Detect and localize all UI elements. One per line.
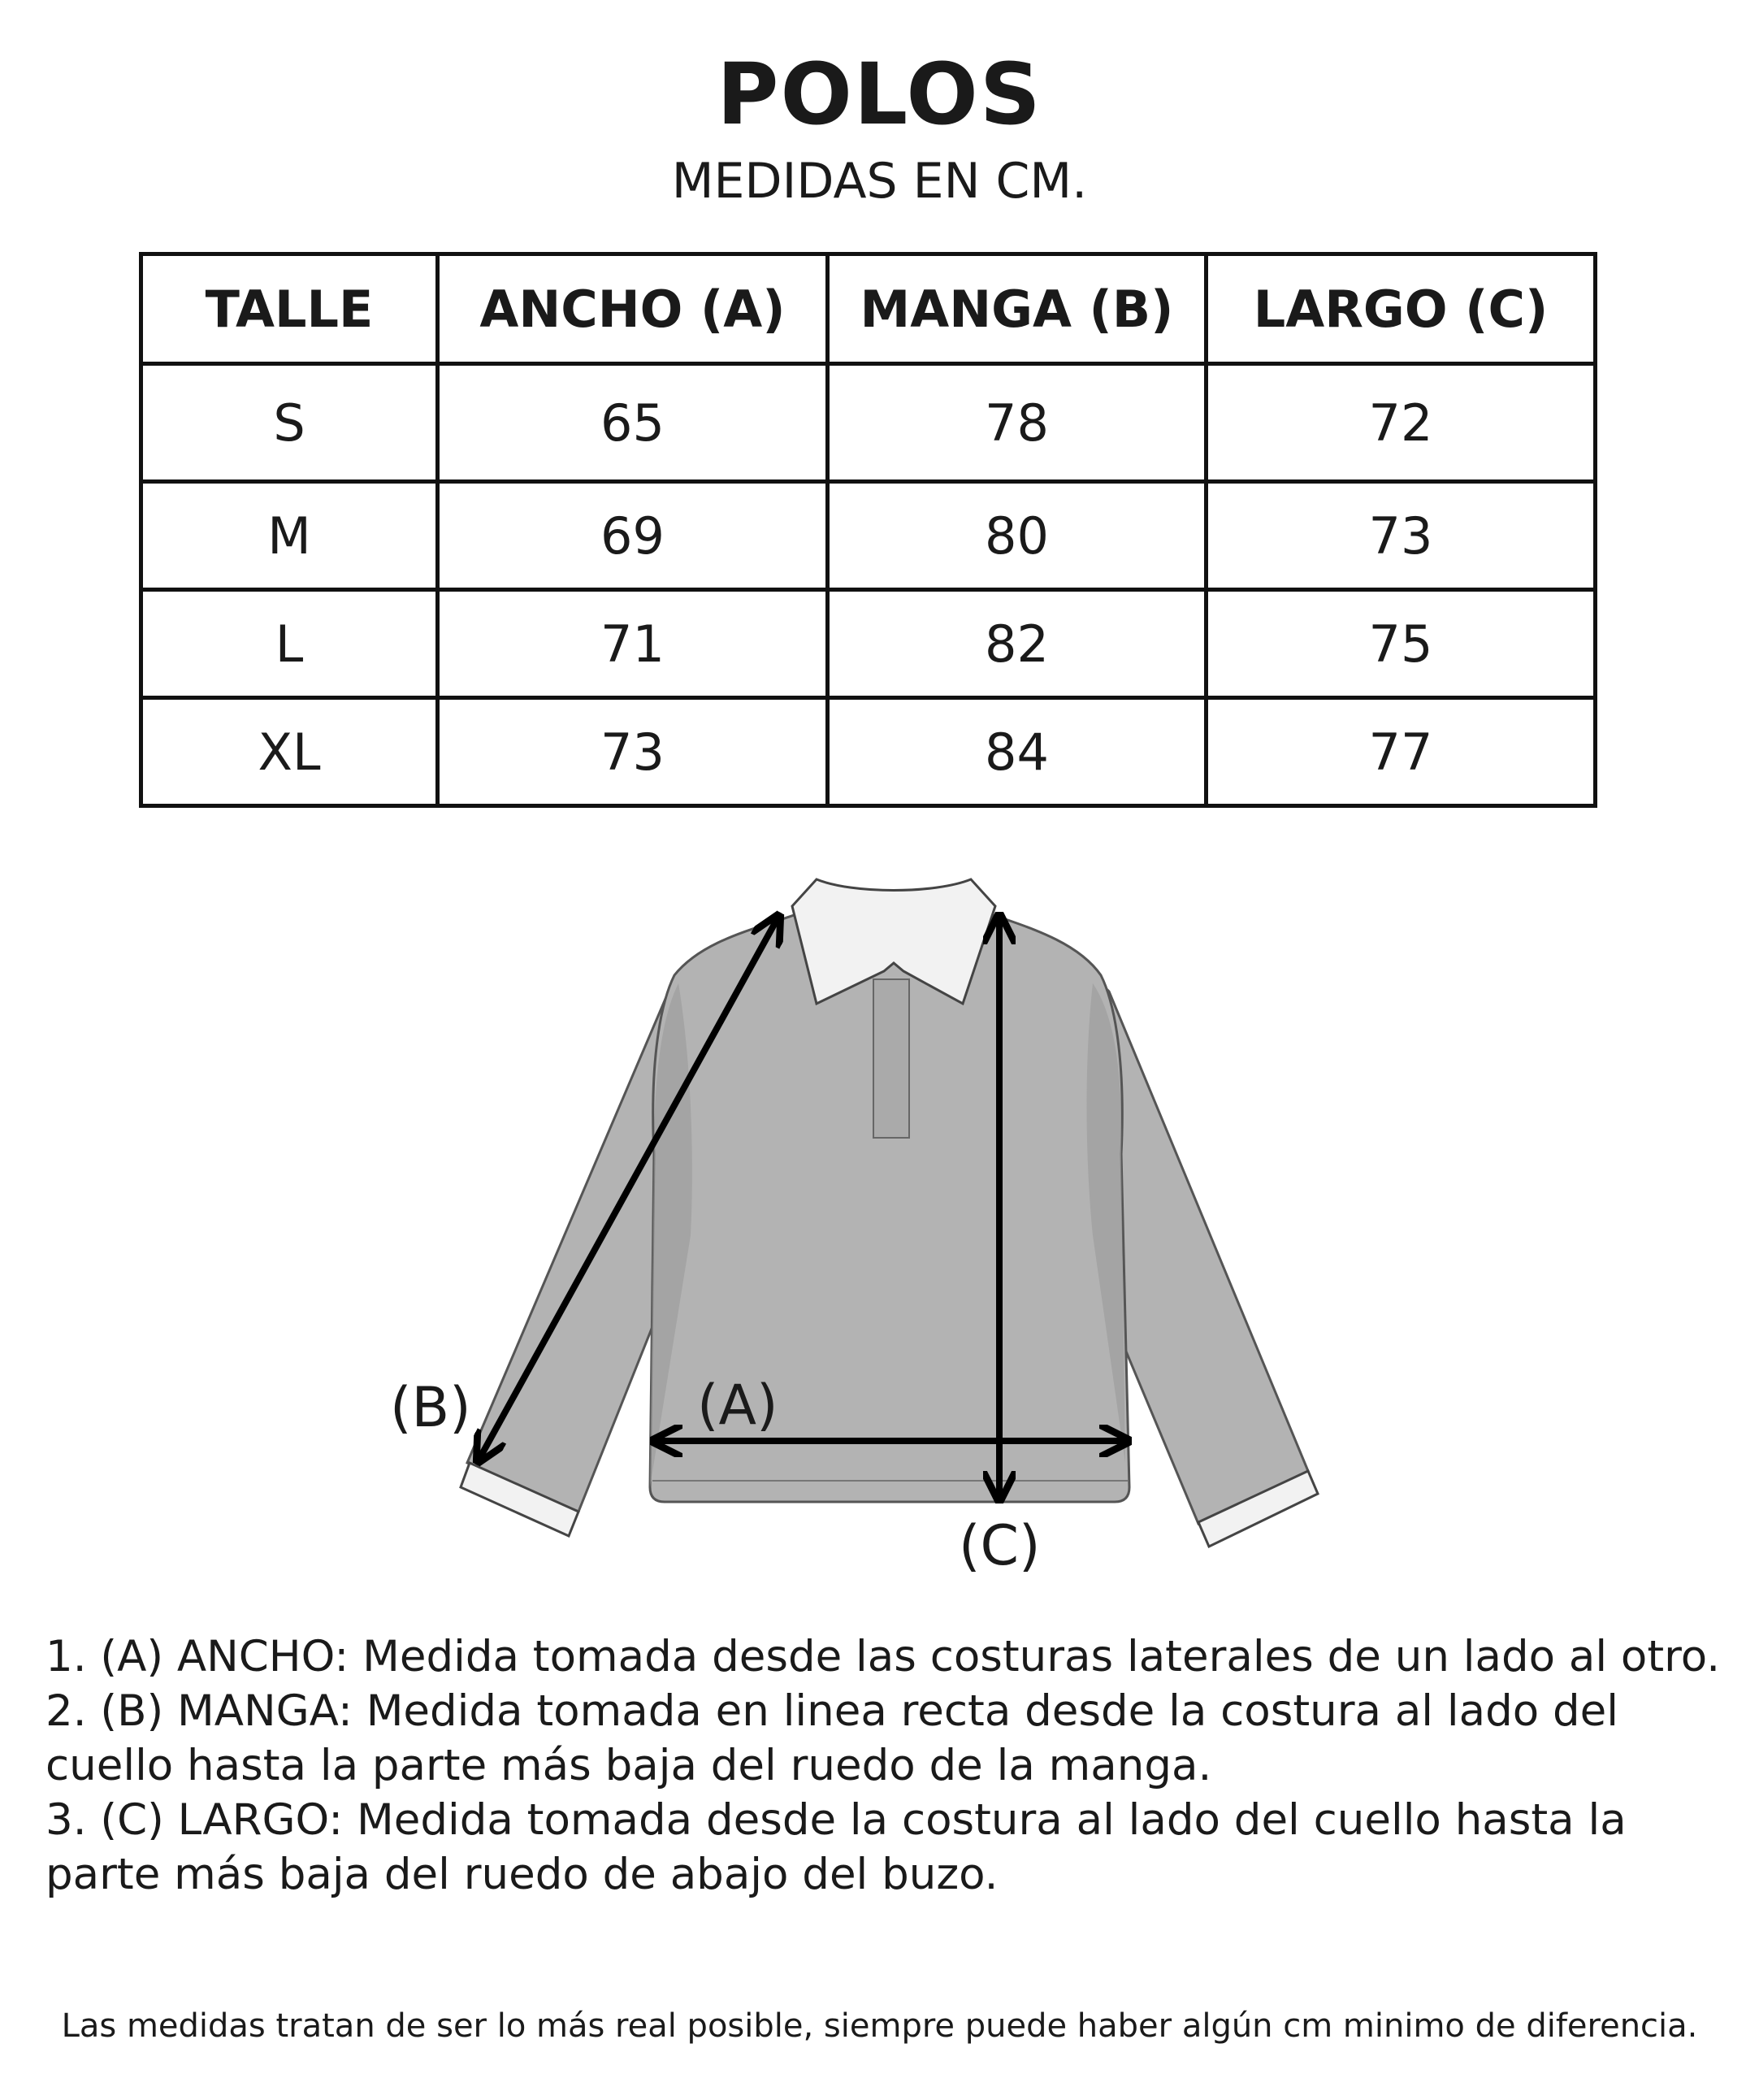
cell-talle: L bbox=[141, 590, 438, 698]
note-largo: 3. (C) LARGO: Medida tomada desde la costura al lado del cuello hasta la parte más baja del ruedo de abajo del buzo. bbox=[45, 1795, 1627, 1899]
header-largo: LARGO (C) bbox=[1207, 254, 1596, 364]
note-ancho: 1. (A) ANCHO: Medida tomada desde las costuras laterales de un lado al otro. bbox=[45, 1632, 1721, 1681]
page-subtitle: MEDIDAS EN CM. bbox=[671, 153, 1088, 210]
cell-ancho: 65 bbox=[438, 364, 828, 482]
label-b: (B) bbox=[390, 1376, 471, 1440]
cell-largo: 77 bbox=[1207, 698, 1596, 806]
disclaimer: Las medidas tratan de ser lo más real posible, siempre puede haber algún cm minimo de diferencia. bbox=[61, 2007, 1698, 2045]
header-talle: TALLE bbox=[141, 254, 438, 364]
page-title: POLOS bbox=[717, 45, 1042, 144]
cell-largo: 73 bbox=[1207, 482, 1596, 590]
header-ancho: ANCHO (A) bbox=[438, 254, 828, 364]
cell-manga: 80 bbox=[828, 482, 1207, 590]
cell-ancho: 69 bbox=[438, 482, 828, 590]
placket bbox=[873, 979, 909, 1138]
cell-ancho: 71 bbox=[438, 590, 828, 698]
note-manga: 2. (B) MANGA: Medida tomada en linea recta desde la costura al lado del cuello hasta la parte más baja del ruedo de la manga. bbox=[45, 1686, 1618, 1790]
cell-talle: M bbox=[141, 482, 438, 590]
cell-largo: 72 bbox=[1207, 364, 1596, 482]
polo-shirt-illustration bbox=[461, 879, 1318, 1547]
label-a: (A) bbox=[697, 1373, 778, 1438]
header-manga: MANGA (B) bbox=[828, 254, 1207, 364]
cell-talle: S bbox=[141, 364, 438, 482]
cell-talle: XL bbox=[141, 698, 438, 806]
cell-manga: 78 bbox=[828, 364, 1207, 482]
cell-ancho: 73 bbox=[438, 698, 828, 806]
measurement-notes bbox=[45, 1629, 1735, 1902]
cell-manga: 84 bbox=[828, 698, 1207, 806]
label-c: (C) bbox=[959, 1514, 1041, 1578]
cell-manga: 82 bbox=[828, 590, 1207, 698]
cell-largo: 75 bbox=[1207, 590, 1596, 698]
